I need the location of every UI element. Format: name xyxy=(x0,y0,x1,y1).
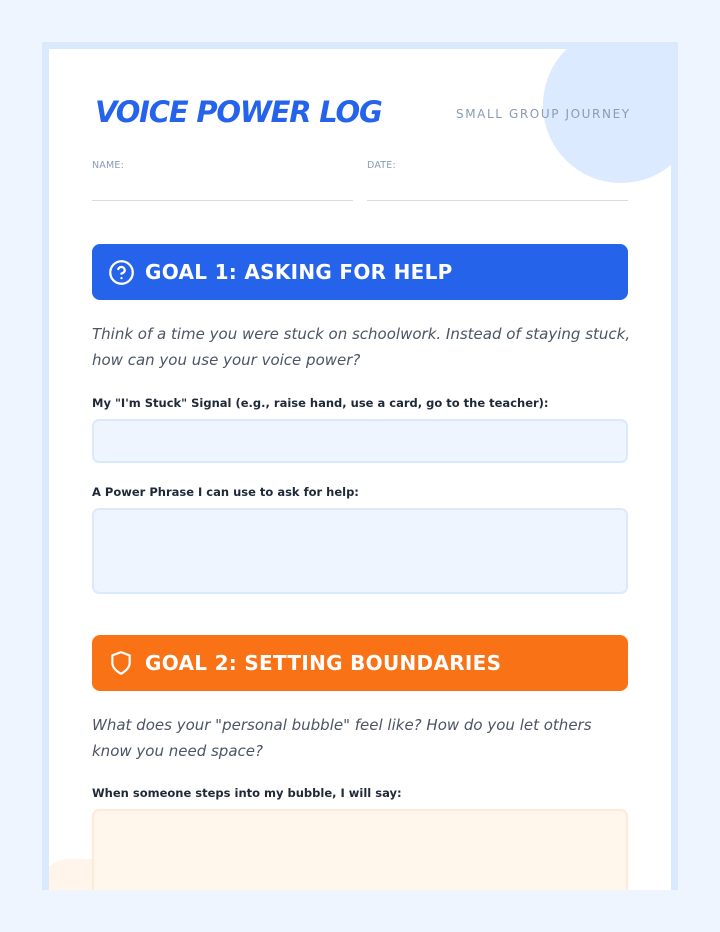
bubble-response-label: When someone steps into my bubble, I will say: xyxy=(92,786,402,800)
goal-2-heading: GOAL 2: SETTING BOUNDARIES xyxy=(145,651,502,675)
page-title: VOICE POWER LOG xyxy=(95,95,382,129)
date-label: DATE: xyxy=(367,160,396,171)
goal-1-prompt: Think of a time you were stuck on schoolwork. Instead of staying stuck, how can you use your voice power? xyxy=(92,325,631,369)
stuck-signal-label: My "I'm Stuck" Signal (e.g., raise hand, use a card, go to the teacher): xyxy=(92,396,549,410)
goal-1-banner xyxy=(92,244,628,300)
power-phrase-input[interactable] xyxy=(92,508,628,594)
goal-1-heading: GOAL 1: ASKING FOR HELP xyxy=(145,260,453,284)
date-field[interactable] xyxy=(367,200,628,201)
worksheet-page xyxy=(42,42,678,890)
page-subtitle: SMALL GROUP JOURNEY xyxy=(456,107,631,121)
name-field[interactable] xyxy=(92,200,353,201)
goal-2-prompt: What does your "personal bubble" feel like? How do you let others know you need space? xyxy=(92,716,592,760)
name-label: NAME: xyxy=(92,160,125,171)
power-phrase-label: A Power Phrase I can use to ask for help: xyxy=(92,485,359,499)
question-circle-icon xyxy=(107,258,135,286)
stuck-signal-input[interactable] xyxy=(92,419,628,463)
bubble-response-input[interactable] xyxy=(92,809,628,890)
goal-2-banner xyxy=(92,635,628,691)
shield-icon xyxy=(107,649,135,677)
